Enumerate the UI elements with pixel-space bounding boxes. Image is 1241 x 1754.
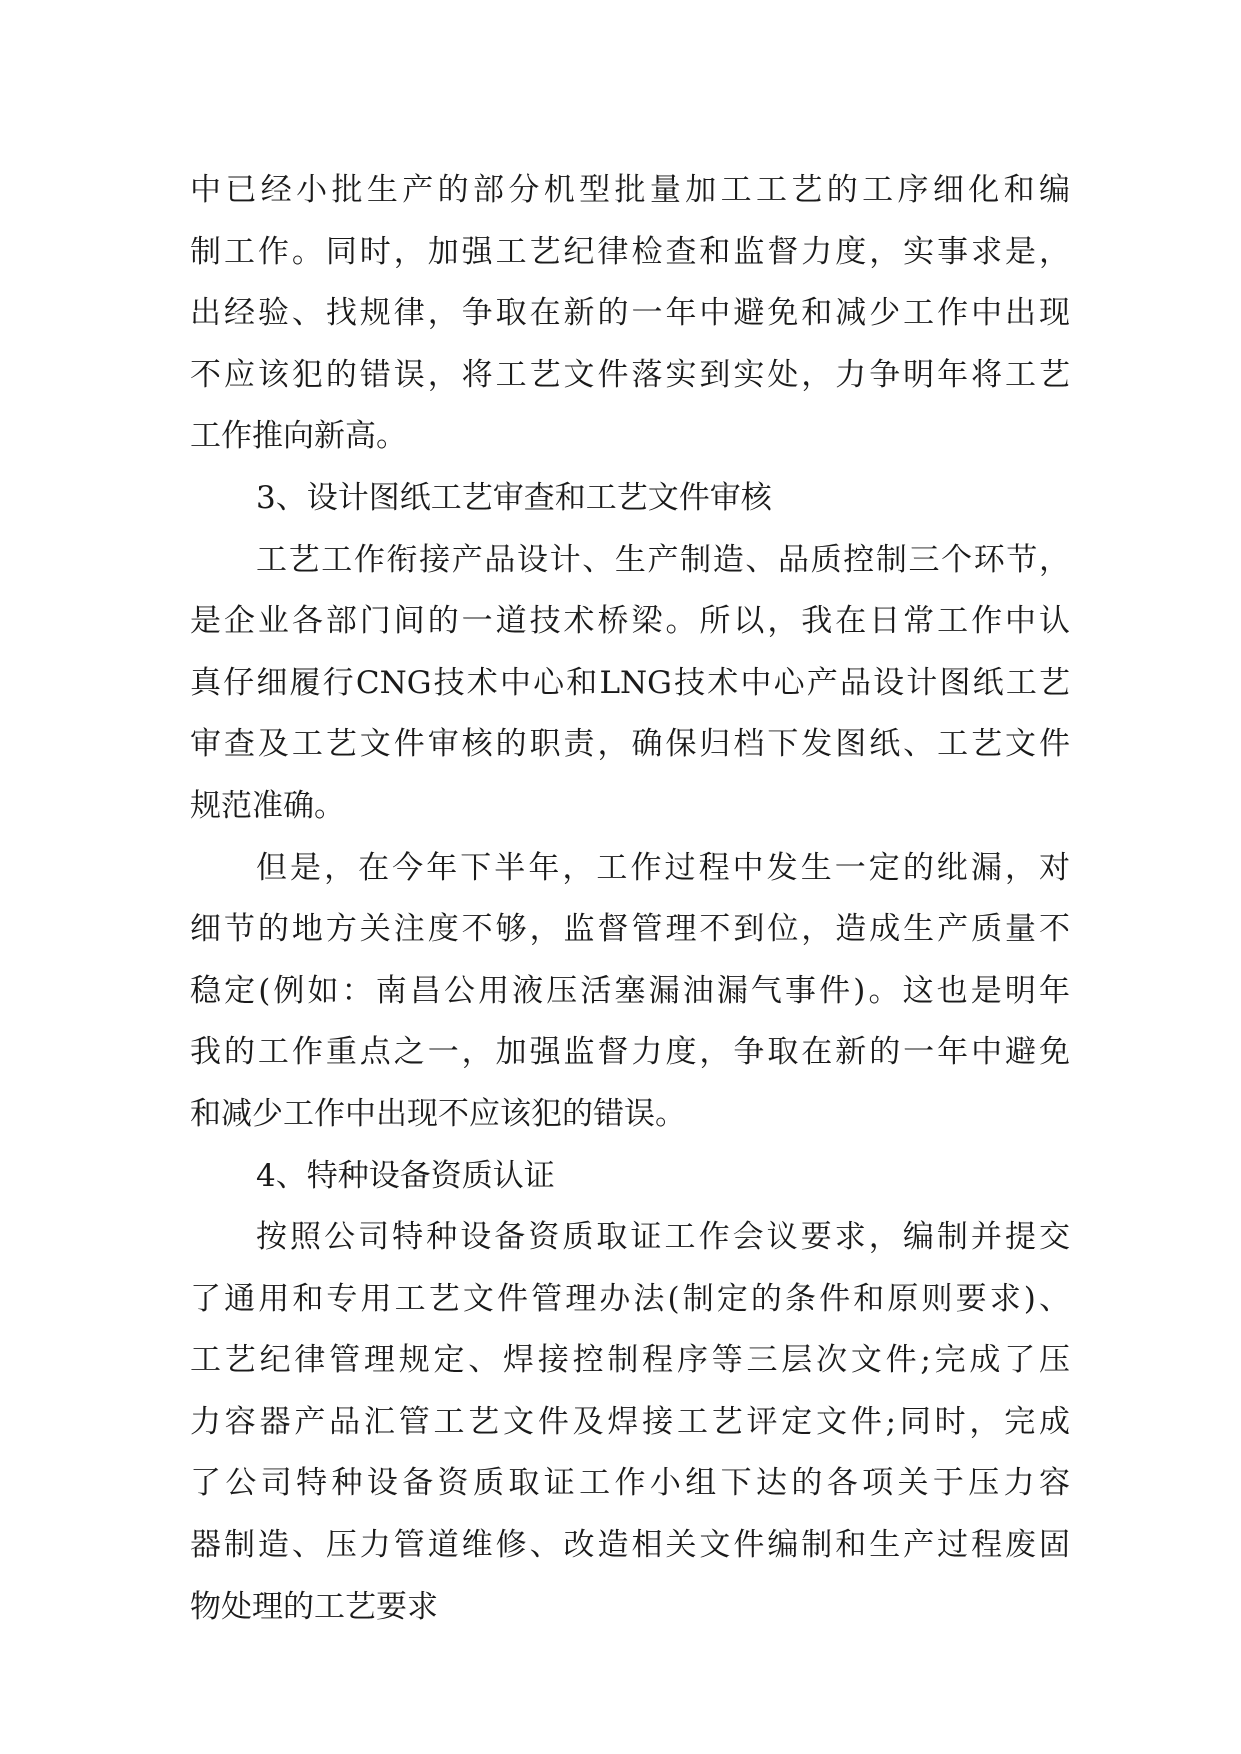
text-line: 中已经小批生产的部分机型批量加工工艺的工序细化和编 [190,172,1070,208]
text-line: 4、特种设备资质认证 [256,1157,555,1194]
text-line: 是企业各部门间的一道技术桥梁。所以，我在日常工作中认 [190,603,1070,640]
document-body [190,160,1070,1638]
text-line: 了公司特种设备资质取证工作小组下达的各项关于压力容 [190,1465,1070,1502]
text-line: 工艺纪律管理规定、焊接控制程序等三层次文件;完成了压 [190,1342,1070,1379]
text-line: 器制造、压力管道维修、改造相关文件编制和生产过程废固 [190,1527,1070,1564]
text-line: 和减少工作中出现不应该犯的错误。 [190,1095,686,1132]
text-line: 工作推向新高。 [190,418,407,455]
text-line: 工艺工作衔接产品设计、生产制造、品质控制三个环节， [256,541,1070,578]
text-line: 真仔细履行CNG技术中心和LNG技术中心产品设计图纸工艺 [190,664,1070,701]
text-line: 3、设计图纸工艺审查和工艺文件审核 [256,479,772,516]
text-line: 我的工作重点之一，加强监督力度，争取在新的一年中避免 [190,1034,1070,1071]
text-line: 但是，在今年下半年，工作过程中发生一定的纰漏，对 [256,849,1070,886]
text-line: 了通用和专用工艺文件管理办法(制定的条件和原则要求)、 [190,1280,1070,1317]
text-line: 细节的地方关注度不够，监督管理不到位，造成生产质量不 [190,911,1070,948]
text-line: 稳定(例如：南昌公用液压活塞漏油漏气事件)。这也是明年 [190,972,1070,1009]
text-line: 力容器产品汇管工艺文件及焊接工艺评定文件;同时，完成 [190,1403,1070,1440]
text-line: 物处理的工艺要求 [190,1588,438,1625]
text-line: 审查及工艺文件审核的职责，确保归档下发图纸、工艺文件 [190,726,1070,763]
text-line: 不应该犯的错误，将工艺文件落实到实处，力争明年将工艺 [190,356,1070,393]
text-line: 制工作。同时，加强工艺纪律检查和监督力度，实事求是， [190,233,1070,270]
text-line: 出经验、找规律，争取在新的一年中避免和减少工作中出现 [190,295,1070,332]
text-line: 规范准确。 [190,787,345,824]
text-line: 按照公司特种设备资质取证工作会议要求，编制并提交 [256,1219,1070,1256]
